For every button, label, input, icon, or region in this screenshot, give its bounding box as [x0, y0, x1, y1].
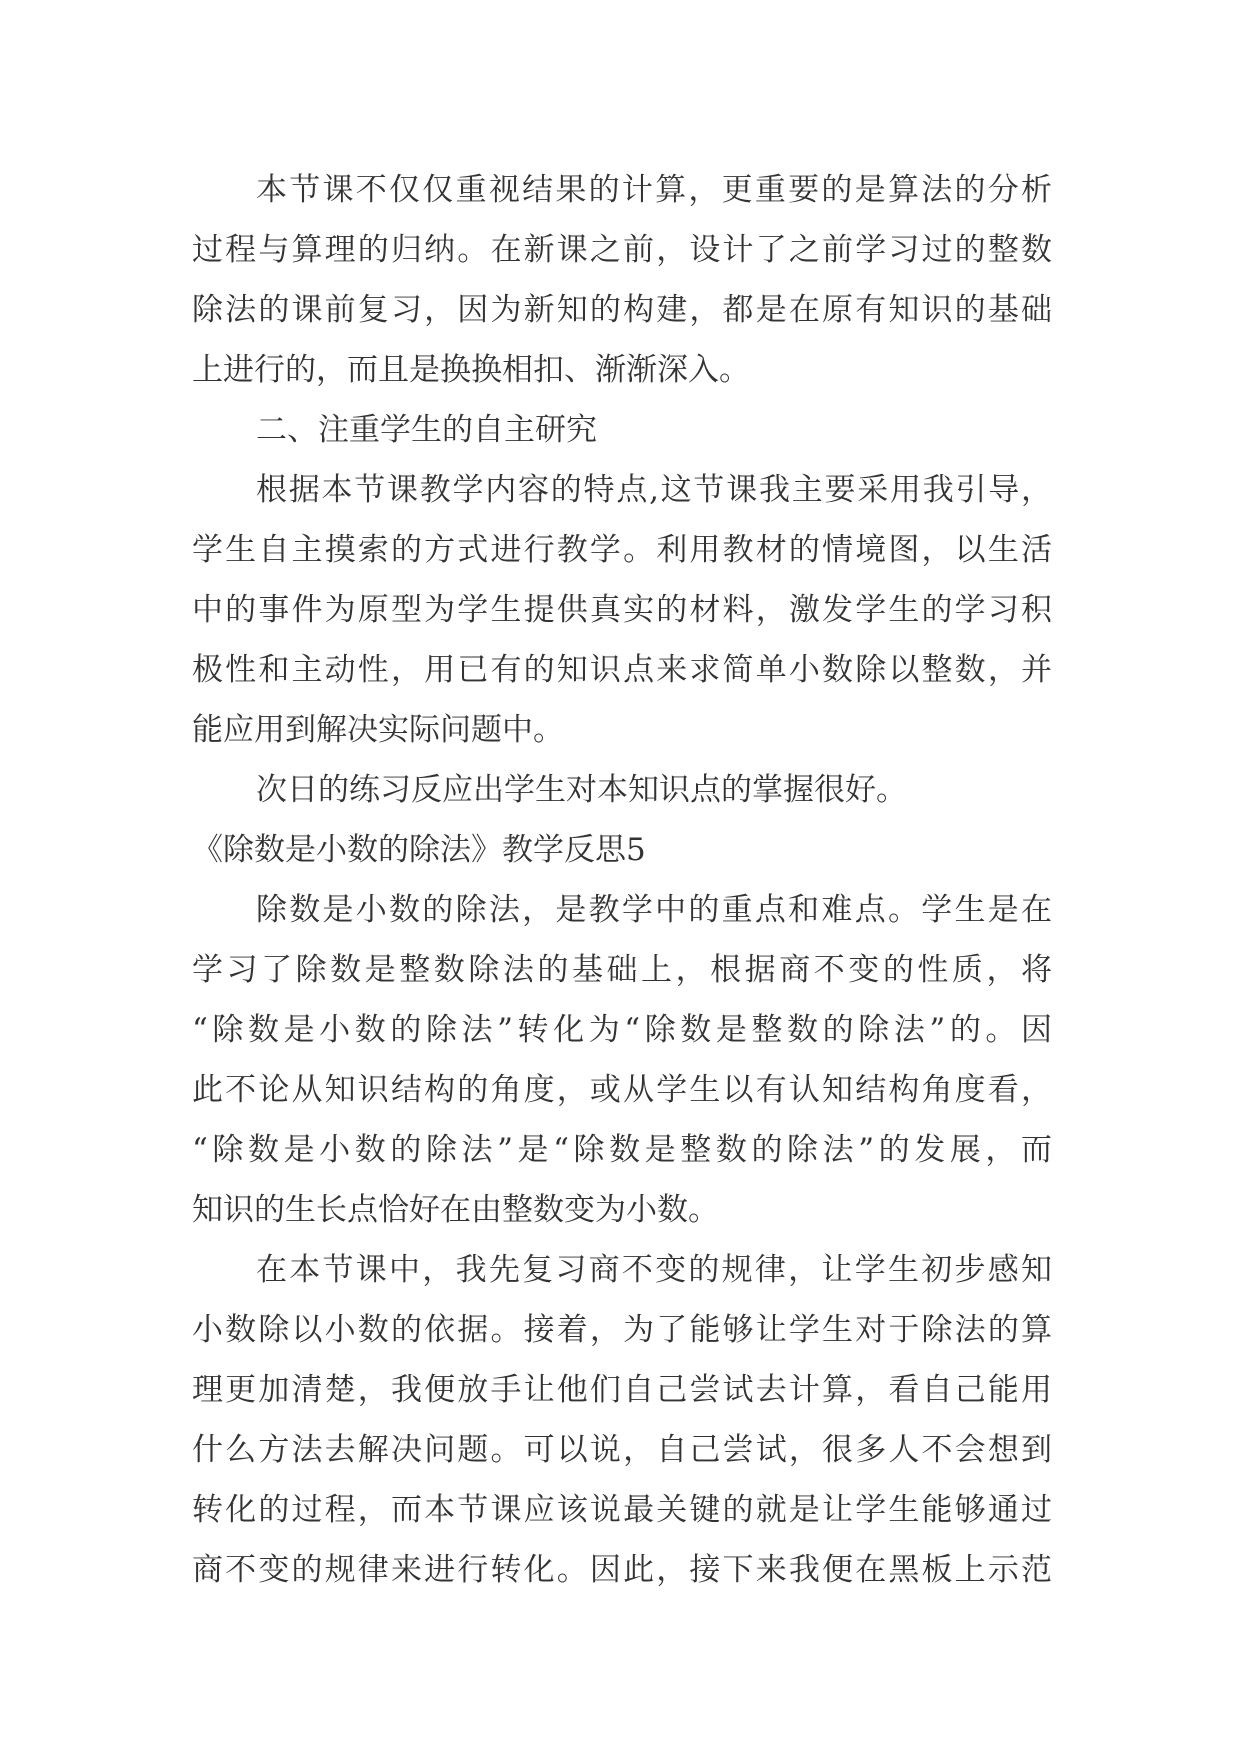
text-line: 小数除以小数的依据。接着，为了能够让学生对于除法的算: [192, 1312, 1052, 1348]
text-line: 除法的课前复习，因为新知的构建，都是在原有知识的基础: [192, 292, 1052, 328]
text-line: 极性和主动性，用已有的知识点来求简单小数除以整数，并: [192, 652, 1052, 688]
text-line: 学习了除数是整数除法的基础上，根据商不变的性质，将: [192, 952, 1052, 988]
text-line: “除数是小数的除法”是“除数是整数的除法”的发展，而: [192, 1132, 1052, 1168]
text-line: 此不论从知识结构的角度，或从学生以有认知结构角度看，: [192, 1072, 1052, 1108]
section-heading: 二、注重学生的自主研究: [256, 412, 597, 448]
document-title: 《除数是小数的除法》教学反思5: [192, 832, 646, 868]
text-line: 过程与算理的归纳。在新课之前，设计了之前学习过的整数: [192, 232, 1052, 268]
text-line: 理更加清楚，我便放手让他们自己尝试去计算，看自己能用: [192, 1372, 1052, 1408]
text-line: 中的事件为原型为学生提供真实的材料，激发学生的学习积: [192, 592, 1052, 628]
text-line: 次日的练习反应出学生对本知识点的掌握很好。: [256, 772, 907, 808]
text-line: 知识的生长点恰好在由整数变为小数。: [192, 1192, 719, 1228]
text-line: “除数是小数的除法”转化为“除数是整数的除法”的。因: [192, 1012, 1052, 1048]
body-text: [192, 160, 1052, 1600]
text-line: 在本节课中，我先复习商不变的规律，让学生初步感知: [256, 1252, 1052, 1288]
text-line: 本节课不仅仅重视结果的计算，更重要的是算法的分析: [256, 172, 1052, 208]
text-line: 能应用到解决实际问题中。: [192, 712, 564, 748]
text-line: 上进行的，而且是换换相扣、渐渐深入。: [192, 352, 750, 388]
text-line: 根据本节课教学内容的特点,这节课我主要采用我引导，: [256, 472, 1052, 508]
text-line: 除数是小数的除法，是教学中的重点和难点。学生是在: [256, 892, 1052, 928]
text-line: 商不变的规律来进行转化。因此，接下来我便在黑板上示范: [192, 1552, 1052, 1588]
text-line: 学生自主摸索的方式进行教学。利用教材的情境图，以生活: [192, 532, 1052, 568]
text-line: 转化的过程，而本节课应该说最关键的就是让学生能够通过: [192, 1492, 1052, 1528]
text-line: 什么方法去解决问题。可以说，自己尝试，很多人不会想到: [192, 1432, 1052, 1468]
